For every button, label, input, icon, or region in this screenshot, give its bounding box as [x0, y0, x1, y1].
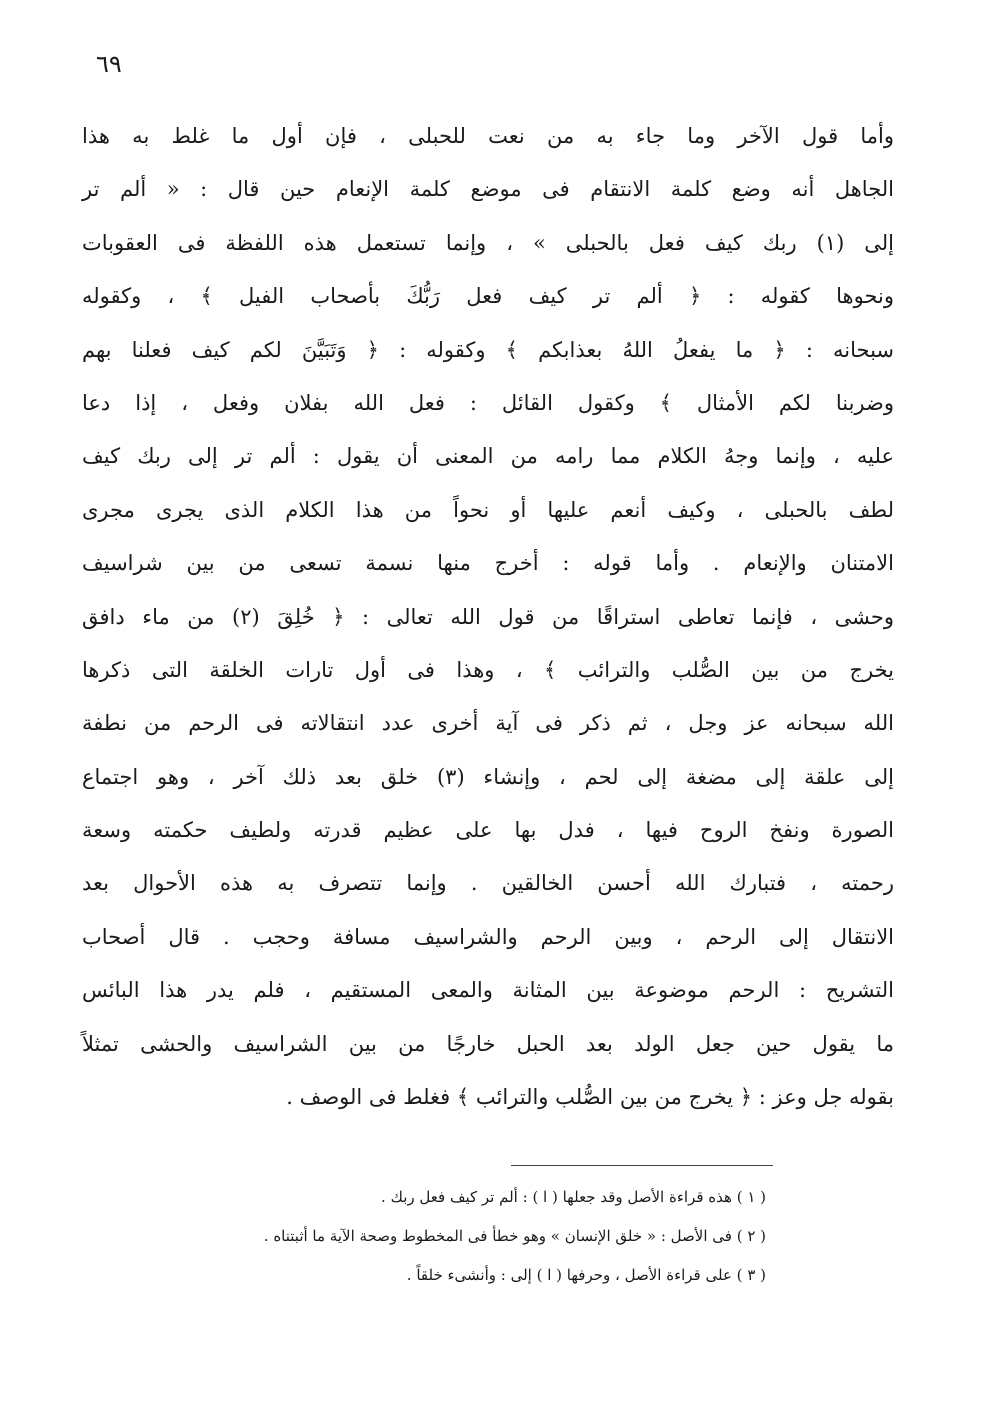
footnote-divider — [511, 1165, 773, 1166]
body-line: إلى علقة إلى مضغة إلى لحم ، وإنشاء (٣) خلق بعد ذلك آخر ، وهو اجتماع — [82, 764, 894, 789]
body-line: لطف بالحبلى ، وكيف أنعم عليها أو نحواً من هذا الكلام الذى يجرى مجرى — [82, 497, 894, 522]
body-line: وحشى ، فإنما تعاطى استراقًا من قول الله تعالى : ﴿ خُلِقَ (٢) من ماء دافق — [82, 604, 894, 629]
body-line: الامتنان والإنعام . وأما قوله : أخرج منها نسمة تسعى من بين شراسيف — [82, 551, 894, 576]
body-line: ما يقول حين جعل الولد بعد الحبل خارجًا من بين الشراسيف والحشى تمثلاً — [82, 1031, 894, 1056]
body-text — [82, 110, 894, 1124]
body-line: وضربنا لكم الأمثال ﴾ وكقول القائل : فعل الله بفلان وفعل ، إذا دعا — [82, 390, 894, 415]
body-line: يخرج من بين الصُّلب والترائب ﴾ ، وهذا فى أول تارات الخلقة التى ذكرها — [82, 657, 894, 682]
body-line: رحمته ، فتبارك الله أحسن الخالقين . وإنما تتصرف به هذه الأحوال بعد — [82, 871, 894, 896]
page-number: ٦٩ — [96, 50, 122, 78]
footnote-1: ( ١ ) هذه قراءة الأصل وقد جعلها ( ا ) : ألم تر كيف فعل ربك . — [381, 1188, 766, 1206]
body-line: بقوله جل وعز : ﴿ يخرج من بين الصُّلب والترائب ﴾ فغلط فى الوصف . — [286, 1085, 894, 1110]
body-line: الله سبحانه عز وجل ، ثم ذكر فى آية أخرى عدد انتقالاته فى الرحم من نطفة — [82, 711, 894, 736]
body-line: الجاهل أنه وضع كلمة الانتقام فى موضع كلمة الإنعام حين قال : « ألم تر — [82, 177, 894, 202]
footnote-2: ( ٢ ) فى الأصل : « خلق الإنسان » وهو خطأ فى المخطوط وصحة الآية ما أثبتناه . — [263, 1227, 766, 1245]
footnotes — [66, 1178, 766, 1295]
body-line: ونحوها كقوله : ﴿ ألم تر كيف فعل رَبُّكَ بأصحاب الفيل ﴾ ، وكقوله — [82, 284, 894, 309]
body-line: التشريح : الرحم موضوعة بين المثانة والمعى المستقيم ، فلم يدر هذا البائس — [82, 978, 894, 1003]
body-line: الصورة ونفخ الروح فيها ، فدل بها على عظيم قدرته ولطيف حكمته وسعة — [82, 818, 894, 843]
footnote-3: ( ٣ ) على قراءة الأصل ، وحرفها ( ا ) إلى : وأنشىء خلقاً . — [406, 1266, 766, 1284]
body-line: إلى (١) ربك كيف فعل بالحبلى » ، وإنما تستعمل هذه اللفظة فى العقوبات — [82, 230, 894, 255]
body-line: وأما قول الآخر وما جاء به من نعت للحبلى ، فإن أول ما غلط به هذا — [82, 124, 894, 148]
body-line: سبحانه : ﴿ ما يفعلُ اللهُ بعذابكم ﴾ وكقوله : ﴿ وَتَبَيَّنَ لكم كيف فعلنا بهم — [82, 337, 894, 362]
body-line: عليه ، وإنما وجهُ الكلام مما رامه من المعنى أن يقول : ألم تر إلى ربك كيف — [82, 444, 894, 469]
body-line: الانتقال إلى الرحم ، وبين الرحم والشراسيف مسافة وحجب . قال أصحاب — [82, 924, 894, 949]
